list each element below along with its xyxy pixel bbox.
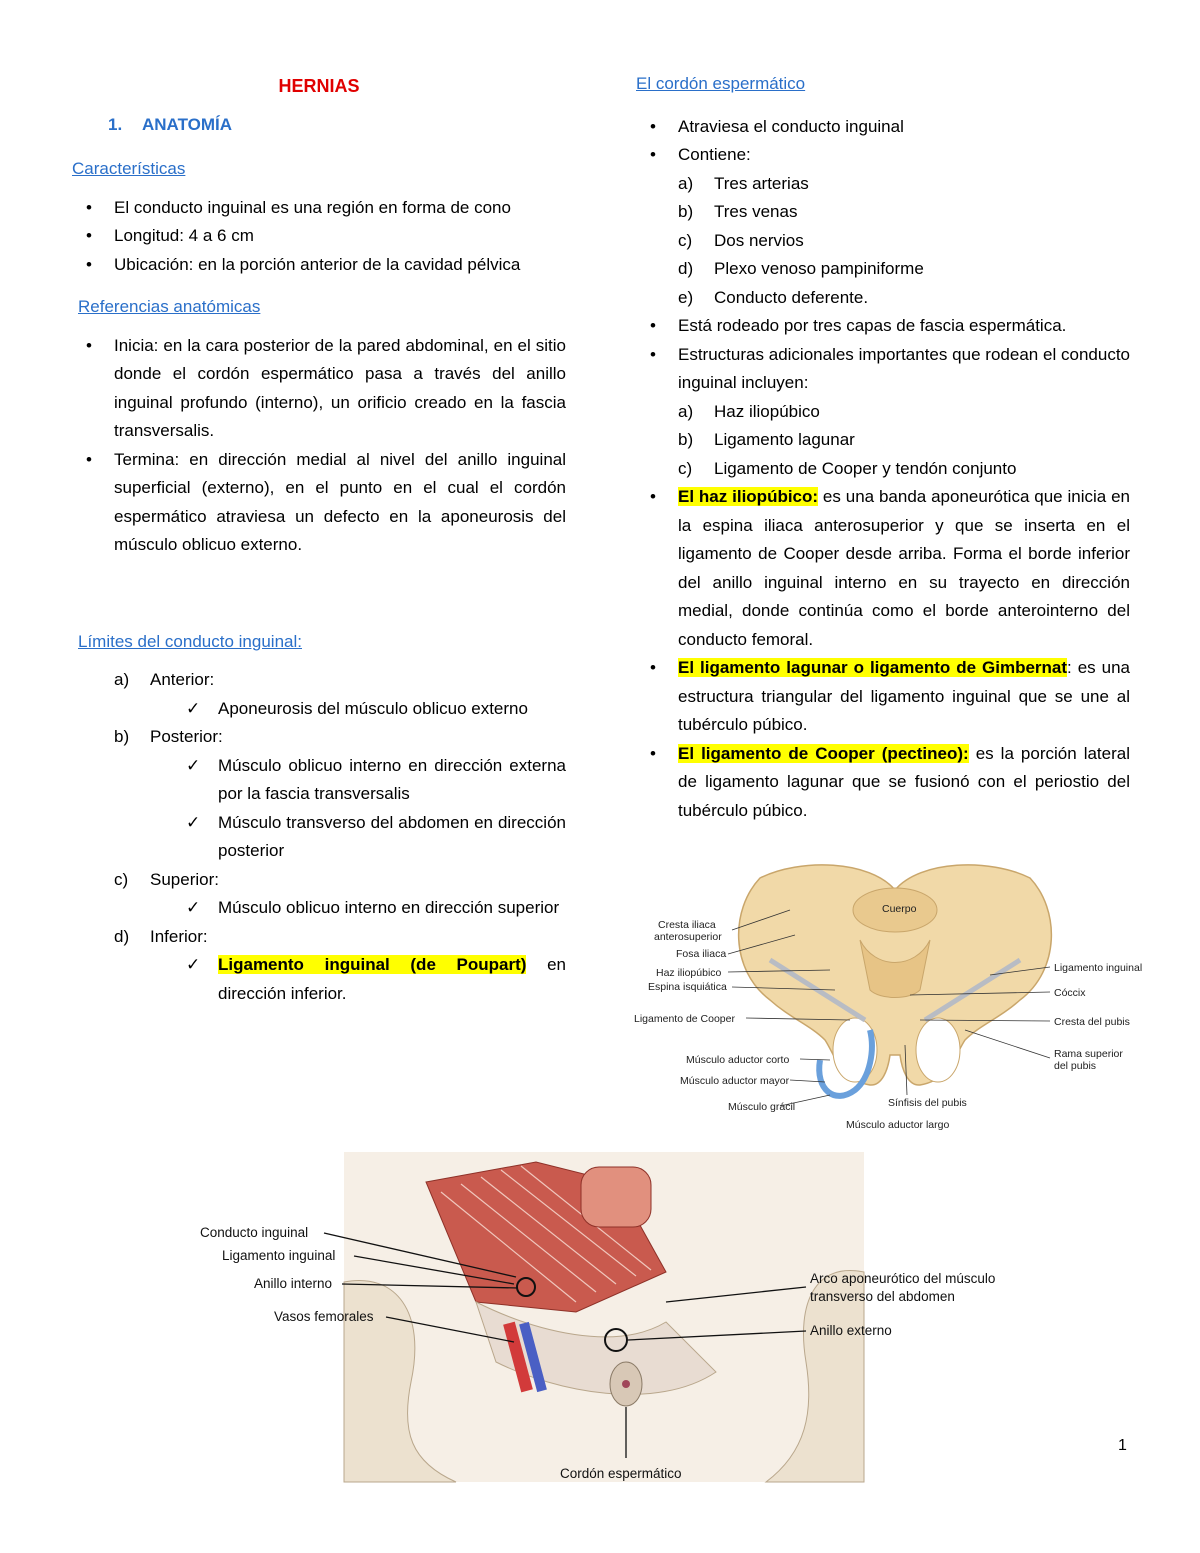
label-gracil: Músculo grácil [728, 1101, 796, 1113]
contenido-list [678, 170, 1130, 313]
label-crestapubis: Cresta del pubis [1054, 1016, 1130, 1028]
cordon-list [636, 113, 1130, 170]
label-anillo-externo: Anillo externo [810, 1323, 892, 1338]
label-rama-2: del pubis [1054, 1060, 1097, 1072]
label-cuerpo: Cuerpo [882, 903, 917, 915]
definition-item: • El ligamento lagunar o ligamento de Gimbernat: es una estructura triangular del ligamento inguinal que se une al tubérculo púbico. [636, 654, 1130, 740]
limite-superior-items [72, 894, 566, 923]
list-item: • Termina: en dirección medial al nivel del anillo inguinal superficial (externo), en el punto en el cual el cordón espermático atraviesa un defecto en la aponeurosis del músculo oblicuo externo. [72, 446, 566, 560]
check-item: ✓ Ligamento inguinal (de Poupart) en dirección inferior. [72, 951, 566, 1008]
label-ligamento: Ligamento inguinal [222, 1248, 336, 1263]
estructuras-list [678, 398, 1130, 484]
section-title: ANATOMÍA [142, 114, 233, 134]
check-icon: ✓ [186, 755, 201, 775]
highlighted-term: El haz iliopúbico: [678, 487, 819, 506]
cordon-heading: El cordón espermático [636, 74, 806, 93]
list-item: c) Dos nervios [678, 230, 804, 250]
list-item: a) Tres arterias [678, 173, 809, 193]
pelvis-figure [620, 850, 1160, 1140]
label-cooper: Ligamento de Cooper [634, 1013, 735, 1025]
check-icon: ✓ [186, 812, 201, 832]
label-mayor: Músculo aductor mayor [680, 1075, 790, 1087]
referencias-heading: Referencias anatómicas [78, 297, 261, 316]
label-corto: Músculo aductor corto [686, 1054, 790, 1066]
label-inguinal: Ligamento inguinal [1054, 962, 1143, 974]
list-item: b) Ligamento lagunar [678, 430, 855, 449]
check-item: ✓ Músculo transverso del abdomen en dirección posterior [72, 809, 566, 866]
limite-anterior: a) Anterior: [114, 670, 215, 689]
list-item: • Ubicación: en la porción anterior de la cavidad pélvica [72, 251, 566, 280]
definiciones-list [636, 483, 1130, 825]
label-fosa: Fosa iliaca [676, 948, 727, 960]
label-cresta: Cresta iliaca [658, 919, 716, 931]
rectus-muscle [581, 1167, 651, 1227]
limites-heading: Límites del conducto inguinal: [78, 631, 302, 651]
label-haz: Haz iliopúbico [656, 967, 722, 979]
list-item: a) Haz iliopúbico [678, 401, 820, 421]
page-number: 1 [1118, 1437, 1127, 1454]
limite-inferior-items [72, 951, 566, 1008]
list-item: c) Ligamento de Cooper y tendón conjunto [678, 458, 1017, 478]
highlighted-term: El ligamento de Cooper (pectineo): [678, 743, 969, 763]
highlighted-term: El ligamento lagunar o ligamento de Gimbernat [678, 658, 1068, 677]
inguinal-canal-figure [196, 1152, 1036, 1487]
list-item: • Longitud: 4 a 6 cm [72, 222, 566, 251]
label-largo: Músculo aductor largo [846, 1119, 950, 1131]
definition-item: • El ligamento de Cooper (pectineo): es la porción lateral de ligamento lagunar que se fusionó con el periostio del tubérculo púbico. [636, 740, 1130, 826]
list-item: • Estructuras adicionales importantes que rodean el conducto inguinal incluyen: [636, 341, 1130, 398]
list-item: e) Conducto deferente. [678, 287, 869, 307]
check-icon: ✓ [186, 698, 201, 718]
label-cresta-2: anterosuperior [654, 931, 722, 943]
referencias-list [72, 332, 566, 560]
limite-posterior: b) Posterior: [114, 727, 223, 746]
list-item: • Contiene: [636, 141, 1130, 170]
caracteristicas-list [72, 194, 566, 280]
section-number: 1. [108, 114, 123, 134]
check-item: ✓ Músculo oblicuo interno en dirección superior [72, 894, 566, 923]
label-cordon: Cordón espermático [560, 1466, 682, 1481]
label-rama: Rama superior [1054, 1048, 1123, 1060]
list-item: • Atraviesa el conducto inguinal [636, 113, 1130, 142]
definition-item: • El haz iliopúbico: es una banda aponeurótica que inicia en la espina iliaca anterosuperior y que se inserta en el ligamento de Cooper desde arriba. Forma el borde inferior del anillo inguinal interno en su trayecto en dirección medial, donde continúa como el borde anterointerno del conducto femoral. [636, 483, 1130, 654]
highlighted-term: Ligamento inguinal (de Poupart) [218, 955, 527, 974]
check-icon: ✓ [186, 955, 201, 974]
list-item: • Está rodeado por tres capas de fascia espermática. [636, 312, 1130, 341]
limite-inferior: d) Inferior: [114, 926, 208, 946]
label-conducto: Conducto inguinal [200, 1225, 309, 1240]
cord-center [622, 1380, 630, 1388]
label-espina: Espina isquiática [648, 981, 727, 993]
right-column [636, 70, 1130, 825]
label-arco: Arco aponeurótico del músculo [810, 1271, 996, 1286]
list-item: b) Tres venas [678, 202, 798, 221]
limite-posterior-items [72, 752, 566, 866]
document-title: HERNIAS [278, 76, 360, 96]
left-column [72, 70, 566, 1008]
section-heading [108, 111, 566, 140]
list-item: d) Plexo venoso pampiniforme [678, 259, 924, 278]
check-icon: ✓ [186, 898, 201, 917]
label-sinfisis: Sínfisis del pubis [888, 1097, 967, 1109]
limite-superior: c) Superior: [114, 869, 219, 889]
limites-list [114, 666, 566, 695]
label-arco-2: transverso del abdomen [810, 1289, 955, 1304]
check-item: ✓ Músculo oblicuo interno en dirección externa por la fascia transversalis [72, 752, 566, 809]
label-vasos: Vasos femorales [274, 1309, 374, 1324]
obturator-foramen-right [916, 1018, 960, 1082]
list-item: • El conducto inguinal es una región en forma de cono [72, 194, 566, 223]
label-anillo-interno: Anillo interno [254, 1276, 333, 1291]
check-item: ✓ Aponeurosis del músculo oblicuo externo [72, 695, 566, 724]
limite-anterior-items [72, 695, 566, 724]
label-coccix: Cóccix [1054, 987, 1086, 999]
list-item: • Inicia: en la cara posterior de la pared abdominal, en el sitio donde el cordón espermático pasa a través del anillo inguinal profundo (interno), un orificio creado en la fascia transversalis. [72, 332, 566, 446]
caracteristicas-heading: Características [72, 159, 186, 178]
